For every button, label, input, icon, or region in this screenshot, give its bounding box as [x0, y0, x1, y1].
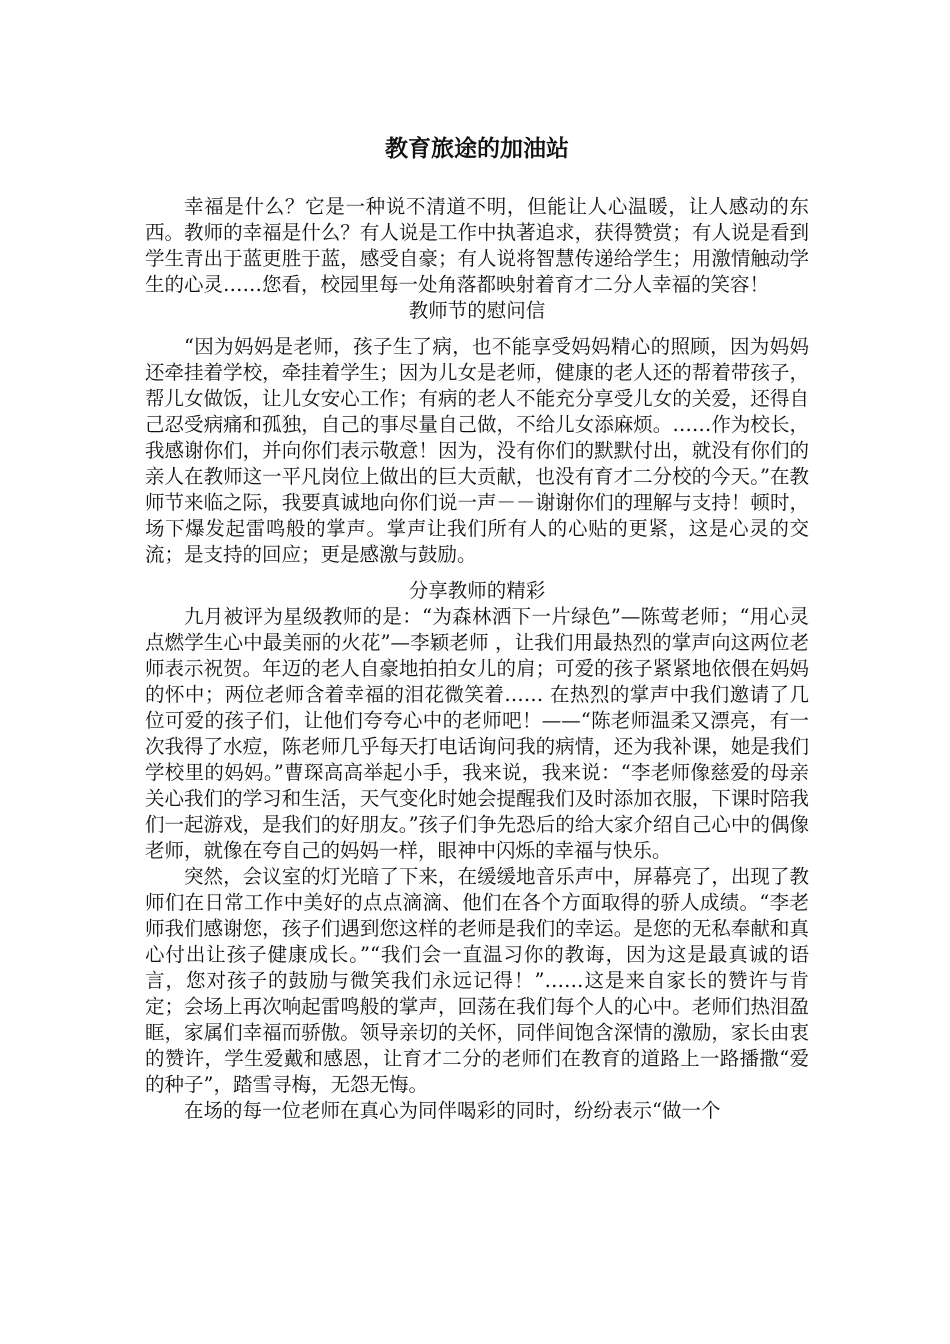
document-page — [145, 132, 809, 1124]
intro-paragraph: 幸福是什么？它是一种说不清道不明，但能让人心温暖，让人感动的东西。教师的幸福是什么？有人说是工作中执著追求，获得赞赏；有人说是看到学生青出于蓝更胜于蓝，感受自豪；有人说将智慧传递给学生；用激情触动学生的心灵……您看，校园里每一处角落都映射着育才二分人幸福的笑容！ — [145, 195, 809, 296]
teacher-highlights-paragraph-2: 突然，会议室的灯光暗了下来，在缓缓地音乐声中，屏幕亮了，出现了教师们在日常工作中美好的点点滴滴、他们在各个方面取得的骄人成绩。“李老师我们感谢您，孩子们遇到您这样的老师是我们的幸运。是您的无私奉献和真心付出让孩子健康成长。”“我们会一直温习你的教诲，因为这是最真诚的语言，您对孩子的鼓励与微笑我们永远记得！”……这是来自家长的赞许与肯定；会场上再次响起雷鸣般的掌声，回荡在我们每个人的心中。老师们热泪盈眶，家属们幸福而骄傲。领导亲切的关怀，同伴间饱含深情的激励，家长由衷的赞许，学生爱戴和感恩，让育才二分的老师们在教育的道路上一路播撒“爱的种子”，踏雪寻梅，无怨无悔。 — [145, 865, 809, 1096]
section-heading-teacher-highlights: 分享教师的精彩 — [408, 579, 546, 602]
document-title: 教育旅途的加油站 — [385, 135, 569, 162]
teacher-highlights-paragraph-3: 在场的每一位老师在真心为同伴喝彩的同时，纷纷表示“做一个 — [184, 1099, 721, 1122]
teacher-highlights-paragraph-1: 九月被评为星级教师的是：“为森林洒下一片绿色”—陈莺老师；“用心灵点燃学生心中最美丽的火花”—李颖老师 ，让我们用最热烈的掌声向这两位老师表示祝贺。年迈的老人自豪地拍拍女儿的肩；可爱的孩子紧紧地依偎在妈妈的怀中；两位老师含着幸福的泪花微笑着…… 在热烈的掌声中我们邀请了几位可爱的孩子们，让他们夸夸心中的老师吧！——“陈老师温柔又漂亮，有一次我得了水痘，陈老师几乎每天打电话询问我的病情，还为我补课，她是我们学校里的妈妈。”曹琛高高举起小手，我来说，我来说：“李老师像慈爱的母亲关心我们的学习和生活，天气变化时她会提醒我们及时添加衣服，下课时陪我们一起游戏，是我们的好朋友。”孩子们争先恐后的给大家介绍自己心中的偶像老师，就像在夸自己的妈妈一样，眼神中闪烁的幸福与快乐。 — [145, 605, 809, 862]
section-heading-condolence-letter: 教师节的慰问信 — [408, 299, 546, 322]
condolence-letter-paragraph: “因为妈妈是老师，孩子生了病，也不能享受妈妈精心的照顾，因为妈妈还牵挂着学校，牵挂着学生；因为儿女是老师，健康的老人还的帮着带孩子，帮儿女做饭，让儿女安心工作；有病的老人不能充分享受儿女的关爱，还得自己忍受病痛和孤独，自己的事尽量自己做，不给儿女添麻烦。……作为校长，我感谢你们，并向你们表示敬意！因为，没有你们的默默付出，就没有你们的亲人在教师这一平凡岗位上做出的巨大贡献，也没有育才二分校的今天。”在教师节来临之际，我要真诚地向你们说一声－－谢谢你们的理解与支持！顿时，场下爆发起雷鸣般的掌声。掌声让我们所有人的心贴的更紧，这是心灵的交流；是支持的回应；更是感激与鼓励。 — [145, 335, 809, 566]
